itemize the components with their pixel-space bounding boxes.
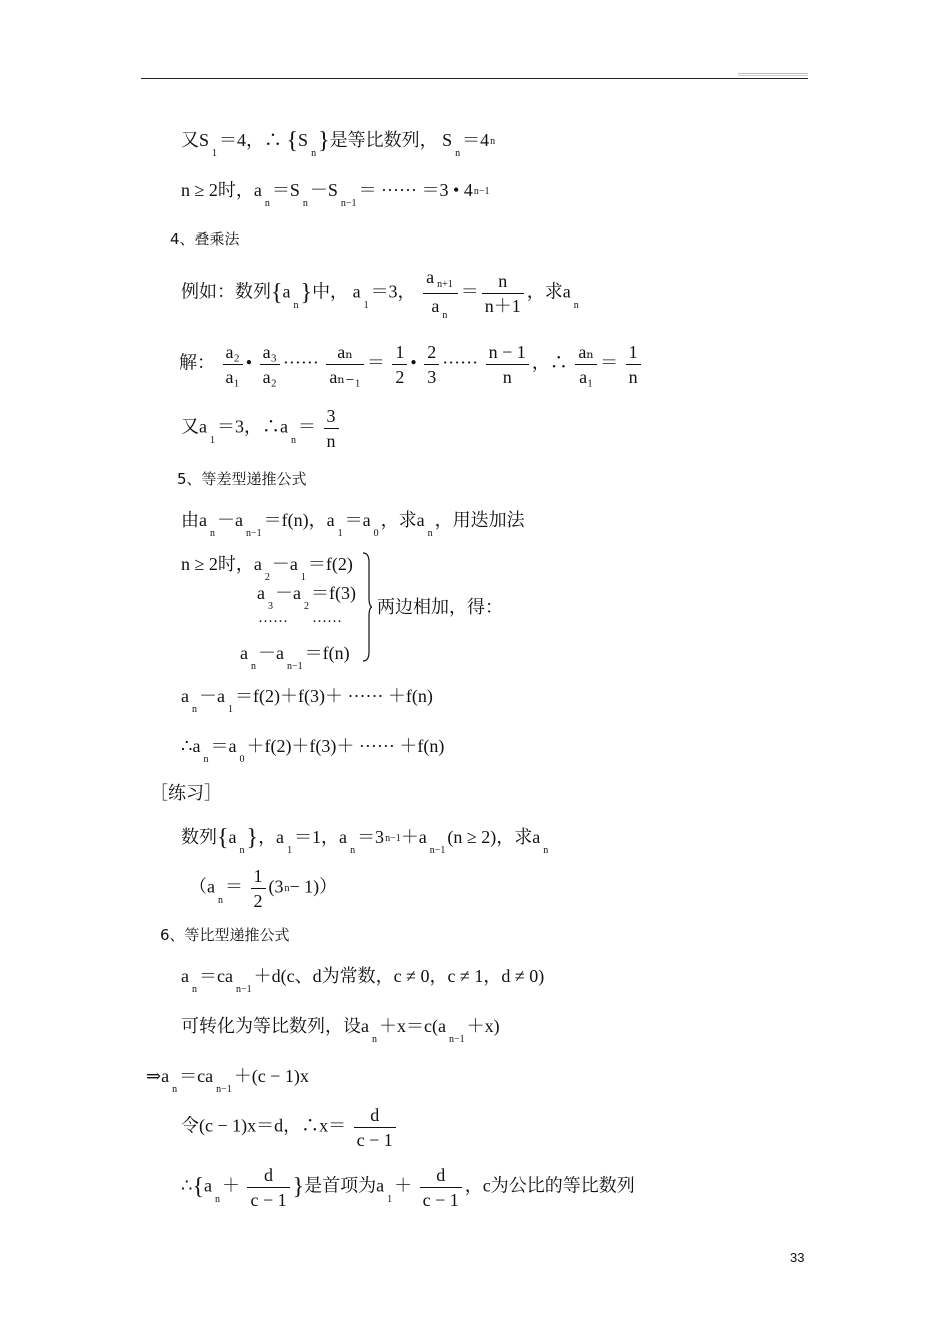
fraction: $\frac{\text{aₙ}}{\text{aₙ₋₁}}$ xyxy=(326,341,364,388)
formula-line: n ≥ 2时，$a_2-a_1=f(2)$ xyxy=(181,554,353,583)
fraction: $\frac{1}{n}$ xyxy=(626,341,641,388)
formula-line: 例如：数列$\{a_n\}$中， $a_1=3$， $\frac{a _{n+1}}{a _n}$ ＝ $\frac{n}{n+1}$ ，求$a_n$ xyxy=(181,267,579,321)
fraction: $\frac{a _{n+1}}{a _n}$ xyxy=(423,266,458,321)
header-rule xyxy=(141,78,808,79)
section-heading: 4、叠乘法 xyxy=(170,230,240,248)
formula-line: $\therefore\{a_n+$ $\frac{d}{c - 1}$ }是首项为$a_1+$ $\frac{d}{c - 1}$ ，c为公比的等比数列 xyxy=(181,1165,635,1210)
fraction: $\frac{2}{3}$ xyxy=(424,341,439,388)
fraction: $\frac{\text{a₂}}{\text{a₁}}$ xyxy=(223,341,243,388)
formula-line: 可转化为等比数列，设$a_n+x=c(a_{n-1}+x)$ xyxy=(181,1016,500,1045)
formula-line: 令(c − 1)x＝d，∴x＝ $\frac{d}{c - 1}$ xyxy=(181,1104,399,1151)
formula-line: （$a_n=$ $\frac{1}{2}$ (3n− 1)） xyxy=(189,866,338,911)
formula-line: $\therefore a_n=a_0+f(2)+f(3)+$ ······ ＋f(n) xyxy=(181,736,445,765)
fraction: $\frac{1}{2}$ xyxy=(392,341,407,388)
formula-line: $a_n-a_1=f(2)+f(3)+$ ······ ＋f(n) xyxy=(181,686,433,715)
fraction: $\frac{\text{aₙ}}{\text{a₁}}$ xyxy=(575,341,597,388)
formula-line: ······ ······ xyxy=(258,614,342,630)
formula-line: 又$a_1=3$，$\therefore a_n=$ $\frac{3}{n}$ xyxy=(181,405,342,452)
fraction: $\frac{n}{n+1}$ xyxy=(482,270,524,317)
fraction: $\frac{3}{n}$ xyxy=(324,405,339,452)
header-decoration xyxy=(738,75,808,76)
formula-line: 又$S_1=4$，∴ $\{S_n\}$是等比数列， $S_n=4n$ xyxy=(181,128,496,159)
section-heading: 6、等比型递推公式 xyxy=(160,926,290,944)
header-decoration xyxy=(738,73,808,74)
formula-line: $a_n=ca_{n-1}+d(c$、d为常数，c ≠ 0，c ≠ 1，d ≠ 0) xyxy=(181,966,545,995)
formula-line: 数列$\{a_n\}$，$a_1=1$，$a_n=3n-1+a_{n-1}(n \ge 2)$，求$a_n$ xyxy=(181,825,549,856)
formula-line: 解： $\frac{\text{a₂}}{\text{a₁}}$ • $\frac{\text{a₃}}{\text{a₂}}$ ······ $\frac{\text{aₙ}}{\text{aₙ₋₁}}$ ＝ $\frac{1}{2}$ • $\frac{2}{3}$ ······ $\frac{n - 1}{n}$ ，∴ $\frac{\text{aₙ}}{\text{a₁}}$ ＝ $\frac{1}{n}$ xyxy=(179,341,644,388)
fraction: $\frac{d}{c - 1}$ xyxy=(354,1104,396,1151)
fraction: $\frac{1}{2}$ xyxy=(251,865,266,912)
fraction: $\frac{d}{c - 1}$ xyxy=(420,1164,462,1211)
formula-line: $a_3-a_2=f(3)$ xyxy=(257,583,356,612)
formula-line: $\Rightarrow a_n=ca_{n-1}+(c - 1)x$ xyxy=(146,1066,309,1095)
note-text: 两边相加，得： xyxy=(377,597,503,617)
formula-line: 由$a_n-a_{n-1}=f(n)$，$a_1=a_0$，求$a_n$，用迭加法 xyxy=(181,510,525,539)
section-heading: 5、等差型递推公式 xyxy=(177,470,307,488)
fraction: $\frac{n - 1}{n}$ xyxy=(486,341,529,388)
fraction: $\frac{d}{c - 1}$ xyxy=(247,1164,289,1211)
fraction: $\frac{\text{a₃}}{\text{a₂}}$ xyxy=(260,341,280,388)
page-number: 33 xyxy=(790,1250,805,1265)
exercise-heading: ［练习］ xyxy=(150,783,222,803)
right-brace-icon xyxy=(362,552,372,662)
formula-line: n ≥ 2时，$a_n=S_n-S_{n-1}=$ ······ ＝3 • 4n−1 xyxy=(181,180,490,209)
formula-line: $a_n-a_{n-1}=f(n)$ xyxy=(240,643,350,672)
